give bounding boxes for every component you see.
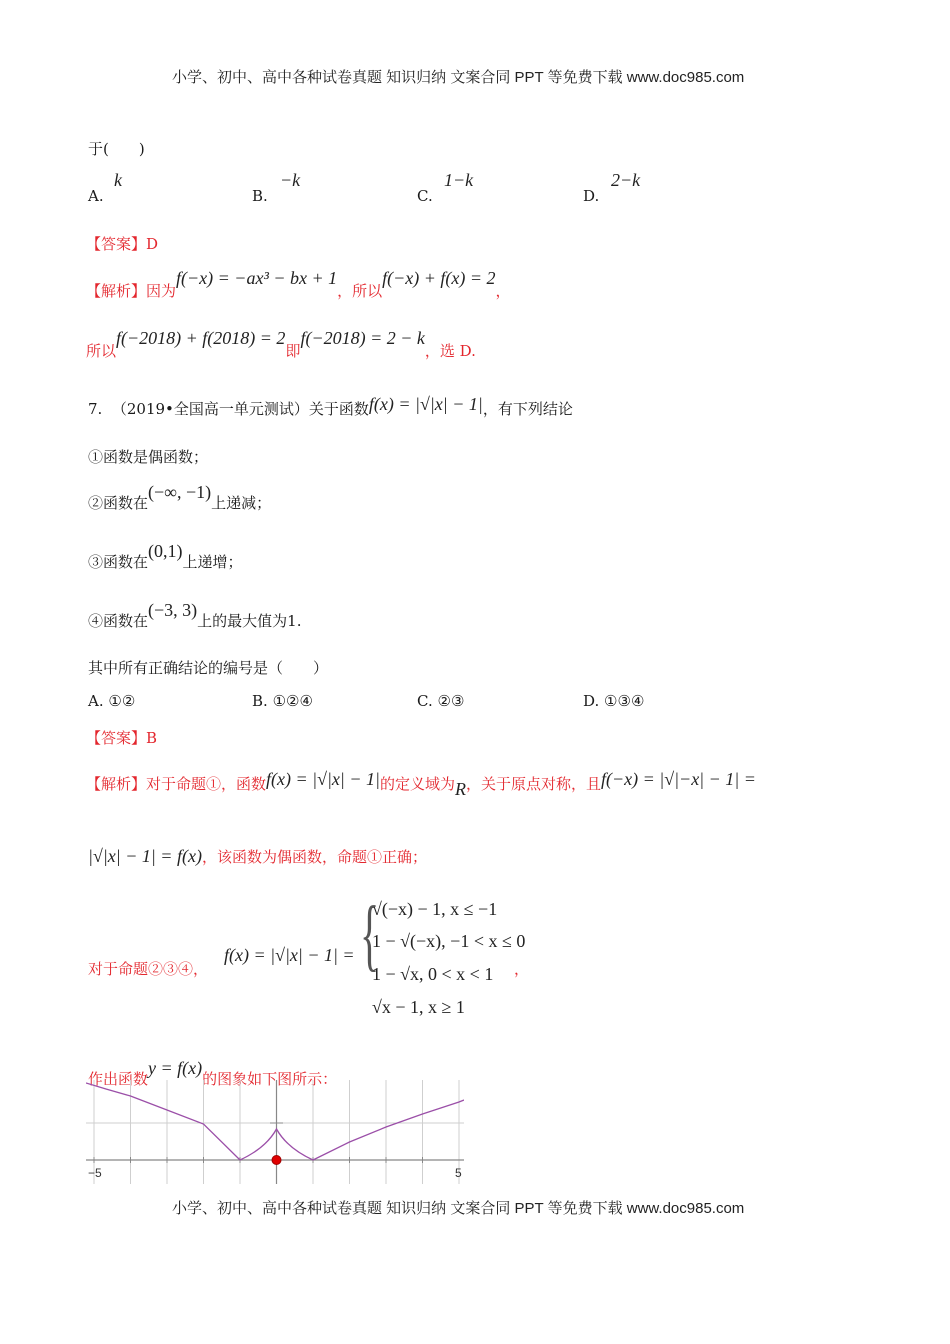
q7-option-a [88,692,135,710]
x-tick-left: −5 [88,1166,102,1180]
q7-stem-tail: ，有下列结论 [482,400,573,418]
curve-right [313,1100,464,1160]
q7-analysis-line3: 对于命题②③④， [88,960,209,978]
analysis-text: 即 [285,342,301,360]
statement-text: ①函数是偶函数； [88,448,209,466]
q6-option-d-label: D. [583,187,600,205]
q6-answer [86,233,158,254]
q6-stem-tail: 于( ) [88,140,145,158]
statement-text: ③函数在 [88,553,149,571]
formula: f(−x) = |√|−x| − 1| = [601,769,756,789]
answer-value: D [146,235,159,253]
piecewise-comma: ， [514,960,530,978]
q6-analysis-line2 [86,328,476,361]
q7-answer [86,727,157,748]
formula-R: R [454,779,466,799]
analysis-text: ，关于原点对称，且 [465,775,601,793]
x-tick-right: 5 [455,1166,462,1180]
analysis-text: ，所以 [337,282,383,300]
analysis-text: 所以 [86,342,117,360]
q6-option-b-label: B. [252,187,268,205]
q7-analysis-line1 [86,769,756,799]
interval: (−∞, −1) [148,482,212,502]
analysis-text: ，选 D. [424,342,476,360]
q6-option-a-value: k [114,170,122,190]
statement-text: ②函数在 [88,494,149,512]
function-graph [86,1080,464,1188]
formula: f(−2018) + f(2018) = 2 [116,328,286,348]
q7-source: （2019•全国高一单元测试）关于函数 [111,400,369,418]
analysis-tag: 【解析】 [86,282,147,300]
analysis-text: 的图象如下图所示： [202,1070,338,1088]
answer-tag: 【答案】 [86,235,147,253]
analysis-text: 因为 [146,282,177,300]
option-label: D. [583,692,600,710]
answer-value: B [146,729,158,747]
interval: (−3, 3) [148,600,198,620]
piecewise-case-4: √x − 1, x ≥ 1 [372,997,465,1017]
q7-statement-2 [88,482,272,513]
option-label: A. [88,692,104,710]
option-label: B. [252,692,268,710]
q6-option-a-label: A. [88,187,104,205]
curve-left [86,1083,240,1160]
formula: f(−x) = −ax³ − bx + 1 [176,268,338,288]
axis-ticks [94,1123,423,1163]
q7-statement-4 [88,600,302,631]
option-value: ①② [108,692,136,710]
q7-stem [88,394,573,419]
q6-option-c-value: 1−k [444,170,474,190]
graph-svg [86,1080,464,1184]
formula: f(−2018) = 2 − k [300,328,425,348]
formula: f(x) = |√|x| − 1| [266,769,380,789]
formula: f(−x) + f(x) = 2 [382,268,496,288]
analysis-text: 对于命题①，函数 [146,775,267,793]
option-value: ②③ [437,692,465,710]
q7-analysis-line2 [88,846,427,867]
statement-text: 上递减； [211,494,272,512]
formula: y = f(x) [148,1058,203,1078]
answer-tag: 【答案】 [86,729,147,747]
q7-number: 7. [88,400,103,418]
statement-text: ④函数在 [88,612,149,630]
analysis-text: ，该函数为偶函数，命题①正确； [201,848,427,866]
q6-option-b-value: −k [280,170,301,190]
analysis-text: ， [495,282,511,300]
q7-question: 其中所有正确结论的编号是（ ） [88,659,329,677]
q7-statement-3 [88,541,243,572]
analysis-text: 作出函数 [88,1070,149,1088]
q6-option-c-label: C. [417,187,433,205]
q6-analysis-line1 [86,268,511,301]
q7-function: f(x) = |√|x| − 1| [368,394,483,414]
formula: |√|x| − 1| = f(x) [88,846,202,866]
page-header: 小学、初中、高中各种试卷真题 知识归纳 文案合同 PPT 等免费下载 www.doc985.com [172,69,745,86]
q7-option-b [252,692,313,710]
page-footer: 小学、初中、高中各种试卷真题 知识归纳 文案合同 PPT 等免费下载 www.doc985.com [172,1200,745,1217]
piecewise-case-2: 1 − √(−x), −1 < x ≤ 0 [372,931,526,951]
q7-option-c [417,692,464,710]
option-value: ①③④ [604,692,645,710]
statement-text: 上递增； [182,553,243,571]
option-label: C. [417,692,433,710]
q7-statement-1 [88,446,208,467]
q6-option-d-value: 2−k [611,170,641,190]
q7-option-d [583,692,644,710]
analysis-text: 的定义域为 [379,775,455,793]
origin-point [272,1156,281,1165]
option-value: ①②④ [272,692,313,710]
piecewise-case-3: 1 − √x, 0 < x < 1 [372,964,494,984]
statement-text: 上的最大值为1. [197,612,302,630]
interval: (0,1) [148,541,183,561]
analysis-tag: 【解析】 [86,775,147,793]
piecewise-case-1: √(−x) − 1, x ≤ −1 [372,899,498,919]
piecewise-lhs: f(x) = |√|x| − 1| = [224,945,355,965]
piecewise-brace: { [360,891,380,979]
